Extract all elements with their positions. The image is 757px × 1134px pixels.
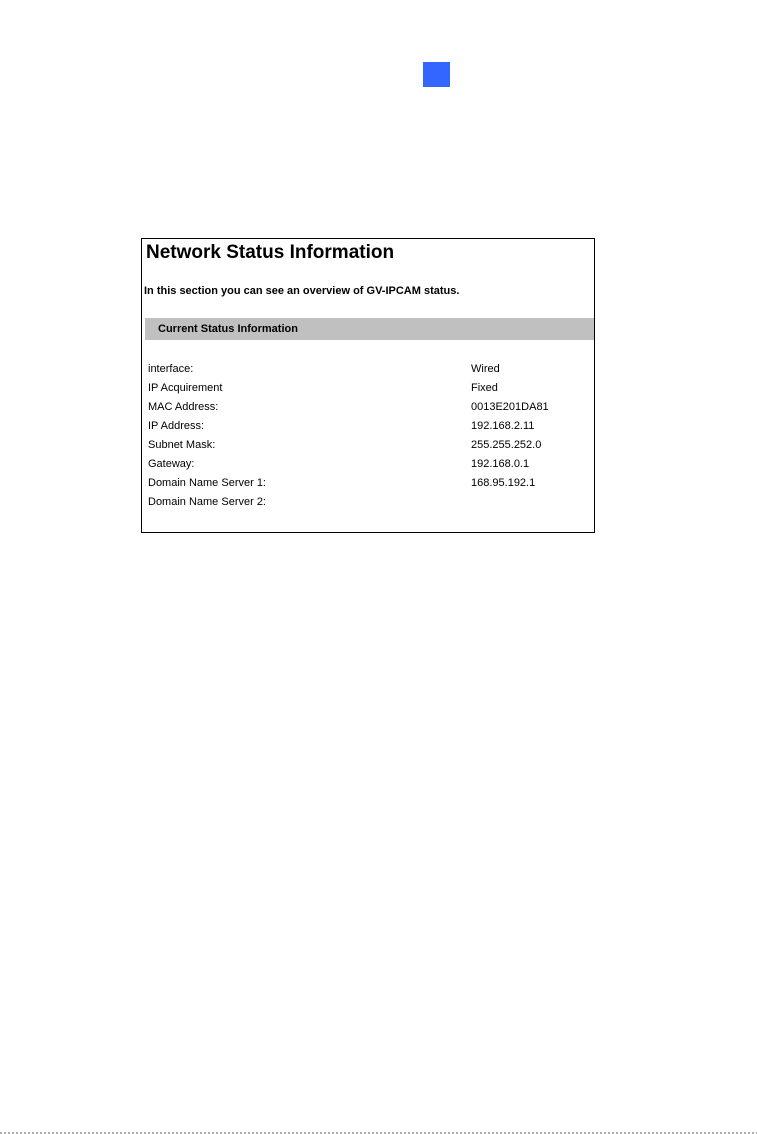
- status-row-dns-1: [148, 477, 588, 496]
- status-row-dns-2: [148, 496, 588, 515]
- section-title: Current Status Information: [158, 323, 298, 335]
- status-value: 255.255.252.0: [471, 439, 542, 451]
- status-row-interface: [148, 363, 588, 382]
- status-label: Subnet Mask:: [148, 439, 216, 451]
- status-row-subnet-mask: [148, 439, 588, 458]
- status-row-gateway: [148, 458, 588, 477]
- page-marker: [423, 62, 450, 87]
- status-value: Fixed: [471, 382, 498, 394]
- status-label: Gateway:: [148, 458, 195, 470]
- status-value: 168.95.192.1: [471, 477, 536, 489]
- page-title: Network Status Information: [146, 242, 395, 263]
- status-label: IP Acquirement: [148, 382, 223, 394]
- status-label: MAC Address:: [148, 401, 219, 413]
- page-description: In this section you can see an overview of GV-IPCAM status.: [144, 285, 460, 297]
- section-header: [145, 318, 594, 340]
- status-value: 0013E201DA81: [471, 401, 549, 413]
- status-row-ip-acquirement: [148, 382, 588, 401]
- status-value: Wired: [471, 363, 500, 375]
- network-status-panel: [141, 238, 595, 533]
- status-label: IP Address:: [148, 420, 205, 432]
- status-label: Domain Name Server 1:: [148, 477, 266, 489]
- status-row-ip-address: [148, 420, 588, 439]
- status-value: 192.168.2.11: [471, 420, 535, 432]
- status-row-mac-address: [148, 401, 588, 420]
- status-label: interface:: [148, 363, 194, 375]
- status-label: Domain Name Server 2:: [148, 496, 266, 508]
- status-list: [148, 363, 588, 515]
- status-value: 192.168.0.1: [471, 458, 530, 470]
